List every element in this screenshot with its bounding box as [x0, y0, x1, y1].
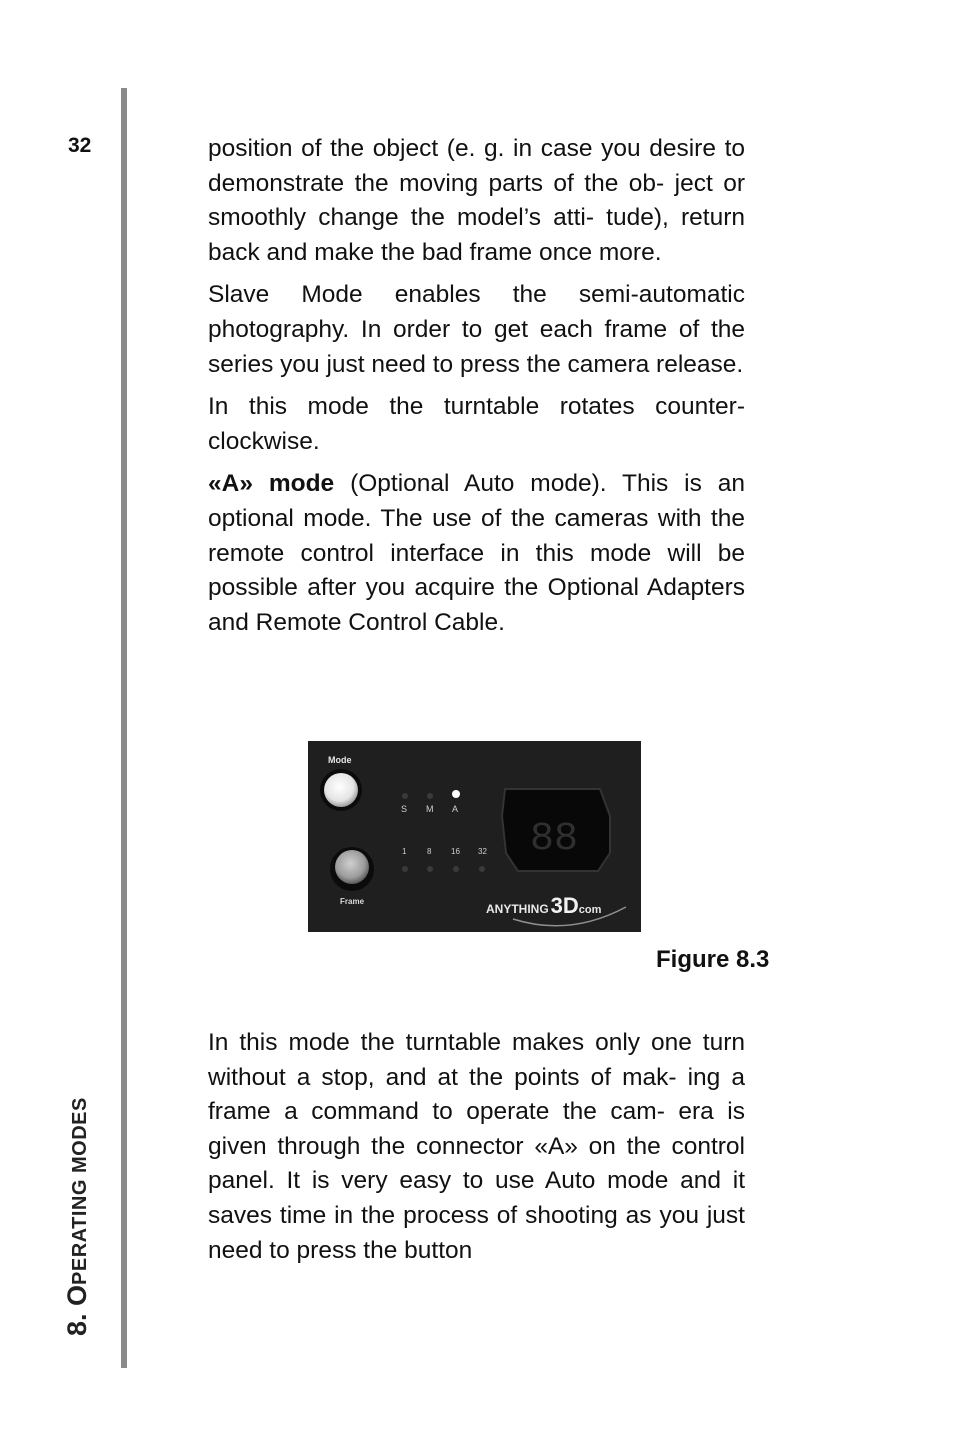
- count-led-1: [402, 866, 408, 872]
- mode-led-label-s: S: [401, 804, 408, 814]
- paragraph: [208, 1026, 745, 1268]
- margin-rule: [121, 88, 127, 1368]
- chapter-side-title: [64, 1097, 91, 1336]
- paragraph-text: Slave Mode enables the semi-automatic photography. In order to get each frame of the series you just need to press the camera release.: [208, 281, 745, 378]
- paragraph-text: In this mode the turntable makes only one turn without a stop, and at the points of mak- ing a frame a command to operate the cam- era is given through the connector «A» on the control panel. It is very easy to use Auto mode and it saves time in the process of shooting as you just need to press the button: [208, 1029, 745, 1264]
- led-m: [427, 793, 433, 799]
- frame-count-16: 16: [451, 847, 460, 856]
- frame-button-cap: [335, 850, 369, 884]
- paragraph-text: position of the object (e. g. in case you desire to demonstrate the moving parts of the ob- ject or smoothly change the model’s atti- tude), return back and make the bad frame once more.: [208, 135, 745, 266]
- led-a: [452, 790, 460, 798]
- frame-count-32: 32: [478, 847, 487, 856]
- paragraph: [208, 467, 745, 640]
- mode-label: Mode: [328, 755, 352, 765]
- frame-count-8: 8: [427, 847, 432, 856]
- paragraph-lead: «A» mode: [208, 470, 335, 498]
- brand-logo: ANYTHING3Dcom: [486, 893, 602, 918]
- led-s: [402, 793, 408, 799]
- paragraph: [208, 390, 745, 459]
- paragraph-text: (Optional Auto mode). This is an optional mode. The use of the cameras with the remote control interface in this mode will be possible after you acquire the Optional Adapters and Remote Control Cable.: [208, 470, 746, 636]
- paragraph: [208, 278, 745, 382]
- text-block-bottom: [208, 1026, 745, 1276]
- chapter-number: 8.: [62, 1313, 92, 1336]
- page-number: 32: [68, 134, 92, 157]
- frame-label: Frame: [340, 897, 365, 906]
- figure-caption: Figure 8.3: [656, 946, 770, 973]
- paragraph-text: In this mode the turntable rotates counter- clockwise.: [208, 393, 745, 455]
- mode-button-cap: [324, 773, 358, 807]
- control-panel-photo: [308, 741, 641, 932]
- chapter-rest: PERATING MODES: [69, 1097, 91, 1285]
- text-block-top: [208, 132, 745, 648]
- count-led-8: [427, 866, 433, 872]
- paragraph: [208, 132, 745, 270]
- frame-count-1: 1: [402, 847, 407, 856]
- count-led-32: [479, 866, 485, 872]
- chapter-initial: O: [62, 1284, 92, 1306]
- count-led-16: [453, 866, 459, 872]
- seven-segment-display: 88: [530, 817, 579, 862]
- mode-led-label-m: M: [426, 804, 434, 814]
- mode-led-label-a: A: [452, 804, 459, 814]
